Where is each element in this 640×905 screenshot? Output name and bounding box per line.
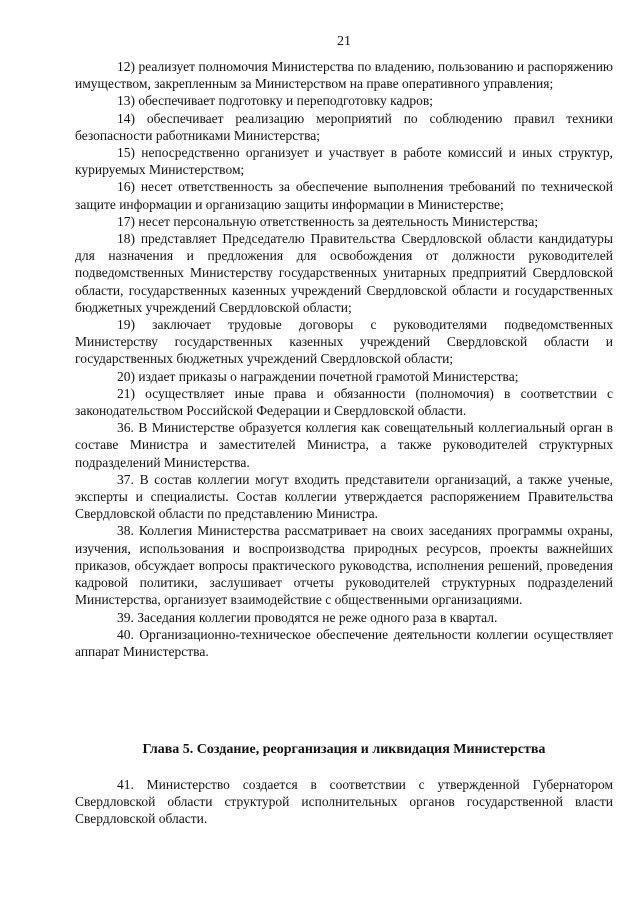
- paragraph-item-15: 15) непосредственно организует и участвует в работе комиссий и иных структур, курируемых Министерством;: [75, 145, 613, 178]
- paragraph-clause-41: 41. Министерство создается в соответствии с утвержденной Губернатором Свердловской области структурой исполнительных органов государственной власти Свердловской области.: [75, 777, 613, 827]
- paragraph-clause-36: 36. В Министерстве образуется коллегия как совещательный коллегиальный орган в составе Министра и заместителей Министра, а также руководителей структурных подразделений Министерства.: [75, 420, 613, 470]
- paragraph-clause-37: 37. В состав коллегии могут входить представители организаций, а также ученые, эксперты и специалисты. Состав коллегии утверждается распоряжением Правительства Свердловской области по представлению Министра.: [75, 471, 613, 522]
- page-number: 21: [337, 34, 351, 49]
- paragraph-item-17: 17) несет персональную ответственность за деятельность Министерства;: [117, 213, 539, 229]
- chapter-body: [75, 776, 613, 828]
- paragraph-clause-40: 40. Организационно-техническое обеспечение деятельности коллегии осуществляет аппарат Министерства.: [75, 626, 613, 659]
- chapter-title: Глава 5. Создание, реорганизация и ликвидация Министерства: [142, 742, 546, 757]
- paragraph-item-21: 21) осуществляет иные права и обязанности (полномочия) в соответствии с законодательством Российской Федерации и Свердловской области.: [75, 385, 613, 419]
- paragraph-item-14: 14) обеспечивает реализацию мероприятий по соблюдению правил техники безопасности работниками Министерства;: [75, 110, 613, 143]
- paragraph-item-19: 19) заключает трудовые договоры с руководителями подведомственных Министерству государственных казенных учреждений Свердловской области и государственных бюджетных учреждений Свердловской области;: [75, 317, 613, 367]
- paragraph-clause-38: 38. Коллегия Министерства рассматривает на своих заседаниях программы охраны, изучения, использования и воспроизводства природных ресурсов, проекты важнейших приказов, обсуждает вопросы практического руководства, исполнения решений, проведения кадровой политики, заслушивает отчеты руководителей структурных подразделений Министерства, организует взаимодействие с общественными организациями.: [75, 523, 613, 608]
- paragraph-item-16: 16) несет ответственность за обеспечение выполнения требований по технической защите информации и организацию защиты информации в Министерстве;: [75, 179, 613, 212]
- paragraph-item-18: 18) представляет Председателю Правительства Свердловской области кандидатуры для назначения и предложения для освобождения от должности руководителей подведомственных Министерству государственных унитарных предприятий Свердловской области, государственных казенных учреждений Свердловской области и государственных бюджетных учреждений Свердловской области;: [75, 231, 613, 315]
- paragraph-clause-39: 39. Заседания коллегии проводятся не реже одного раза в квартал.: [117, 609, 498, 625]
- paragraph-item-20: 20) издает приказы о награждении почетной грамотой Министерства;: [117, 368, 519, 384]
- paragraph-item-13: 13) обеспечивает подготовку и переподготовку кадров;: [117, 93, 434, 109]
- document-body: [75, 58, 613, 660]
- paragraph-item-12: 12) реализует полномочия Министерства по владению, пользованию и распоряжению имуществом, закрепленным за Министерством на праве оперативного управления;: [75, 59, 613, 92]
